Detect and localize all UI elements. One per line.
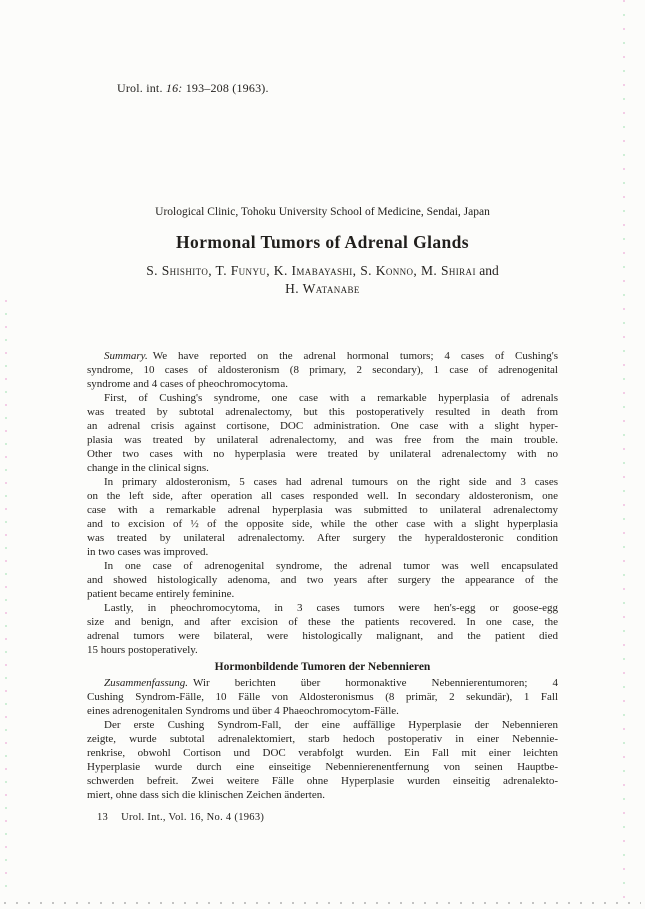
summary-label-line-rest: We have reported on the adrenal hormonal tumors; 4 cases of Cushing's [152, 350, 558, 362]
zusammenfassung-label-line [87, 676, 558, 690]
text-line: In primary aldosteronism, 5 cases had adrenal tumours on the right side and 3 cases [104, 476, 558, 488]
footer-page-marker: 13 [97, 812, 109, 823]
text-line: renkrise, obwohl Cortison und DOC verabfolgt wurden. Ein Fall mit einer leichten [87, 747, 558, 759]
text-line: In one case of adrenogenital syndrome, the adrenal tumor was well encapsulated [104, 560, 558, 572]
authors-line1-names: S. Shishito, T. Funyu, K. Imabayashi, S. Konno, M. Shirai [146, 263, 476, 278]
zusammenfassung-label-line-rest: Wir berichten über hormonaktive Nebennierentumoren; 4 [193, 677, 558, 689]
page-footer [97, 812, 264, 823]
journal-reference [117, 81, 269, 96]
summary-label-line [87, 349, 558, 363]
authors-line2: H. Watanabe [285, 281, 360, 296]
scan-artifact-dots-right [623, 0, 625, 899]
page-body [87, 206, 558, 909]
text-line: change in the clinical signs. [87, 462, 209, 474]
text-line: Lastly, in pheochromocytoma, in 3 cases tumors were hen's-egg or goose-egg [104, 602, 558, 614]
text-line: Der erste Cushing Syndrom-Fall, der eine auffällige Hyperplasie der Nebennieren [104, 719, 558, 731]
paragraph-cushing [87, 391, 558, 475]
authors [87, 262, 558, 298]
text-line: and to excision of ½ of the opposite side, while the other case with a slight hyperplasia [87, 518, 558, 530]
text-line: size and benign, and after excision of these the patients recovered. In one case, the [87, 616, 558, 628]
journal-reference-volume: 16: [165, 81, 183, 95]
paragraph-cushing-de [87, 718, 558, 802]
german-summary [87, 676, 558, 802]
text-line: was treated by subtotal adrenalectomy, but this postoperatively resulted in death from [87, 406, 558, 418]
page-title: Hormonal Tumors of Adrenal Glands [176, 232, 469, 252]
summary-label-paragraph-lines [87, 363, 558, 391]
text-line: miert, ohne dass sich die klinischen Zeichen änderten. [87, 789, 325, 801]
text-line: Cushing Syndrom-Fälle, 10 Fälle von Aldosteronismus (8 primär, 2 sekundär), 1 Fall [87, 691, 558, 703]
text-line: Hyperplasie wurde durch eine einseitige Nebennierenentfernung von seinen Hauptbe- [87, 761, 558, 773]
text-line: eines adrenogenitalen Syndroms und über 4 Phaeochromocytom-Fälle. [87, 705, 399, 717]
text-line: and showed histologically adenoma, and two years after surgery the appearance of the [87, 574, 558, 586]
text-line: syndrome, 10 cases of aldosteronism (8 primary, 2 secondary), 1 case of adrenogenital [87, 364, 558, 376]
english-summary [87, 349, 558, 657]
zusammenfassung-label-paragraph-lines [87, 690, 558, 718]
text-line: 15 hours postoperatively. [87, 644, 198, 656]
text-line: schwerden befreit. Zwei weitere Fälle ohne Hyperplasie wurden einseitig adrenalekto- [87, 775, 558, 787]
text-line: First, of Cushing's syndrome, one case with a remarkable hyperplasia of adrenals [104, 392, 558, 404]
text-line: patient became entirely feminine. [87, 588, 235, 600]
zusammenfassung-label: Zusammenfassung. [104, 677, 189, 689]
journal-reference-name: Urol. int. [117, 81, 163, 95]
text-line: adrenal tumors were bilateral, were histologically malignant, and the patient died [87, 630, 558, 642]
affiliation: Urological Clinic, Tohoku University School of Medicine, Sendai, Japan [155, 206, 490, 218]
text-line: an adrenal crisis against cortisone, DOC administration. One case with a slight hyper- [87, 420, 558, 432]
paragraph-pheochromocytoma [87, 601, 558, 657]
text-line: in two cases was improved. [87, 546, 209, 558]
footer-journal-line: Urol. Int., Vol. 16, No. 4 (1963) [121, 812, 265, 823]
text-line: syndrome and 4 cases of pheochromocytoma. [87, 378, 288, 390]
paragraph-adrenogenital [87, 559, 558, 601]
text-line: zeigte, wurde subtotal adrenalektomiert, starb hedoch postoperativ in einer Nebennie- [87, 733, 558, 745]
text-line: case with a remarkable adrenal hyperplasia was submitted to unilateral adrenalectomy [87, 504, 558, 516]
paragraph-summary [87, 349, 558, 391]
authors-line1-suffix: and [475, 263, 499, 278]
paragraph-aldosteronism [87, 475, 558, 559]
text-line: Other two cases with no hyperplasia were treated by unilateral adrenalectomy with no [87, 448, 558, 460]
scan-artifact-dots-left [5, 300, 7, 895]
german-heading: Hormonbildende Tumoren der Nebennieren [214, 661, 431, 673]
text-line: was treated by unilateral adrenalectomy. After surgery the hyperaldosteronic condition [87, 532, 558, 544]
summary-label: Summary. [104, 350, 148, 362]
text-line: plasia was treated by unilateral adrenalectomy, and was free from the main trouble. [87, 434, 558, 446]
journal-reference-pages: 193–208 (1963). [185, 81, 269, 95]
paragraph-zusammenfassung [87, 676, 558, 718]
text-line: on the left side, after operation all cases responded well. In secondary aldosteronism, one [87, 490, 558, 502]
